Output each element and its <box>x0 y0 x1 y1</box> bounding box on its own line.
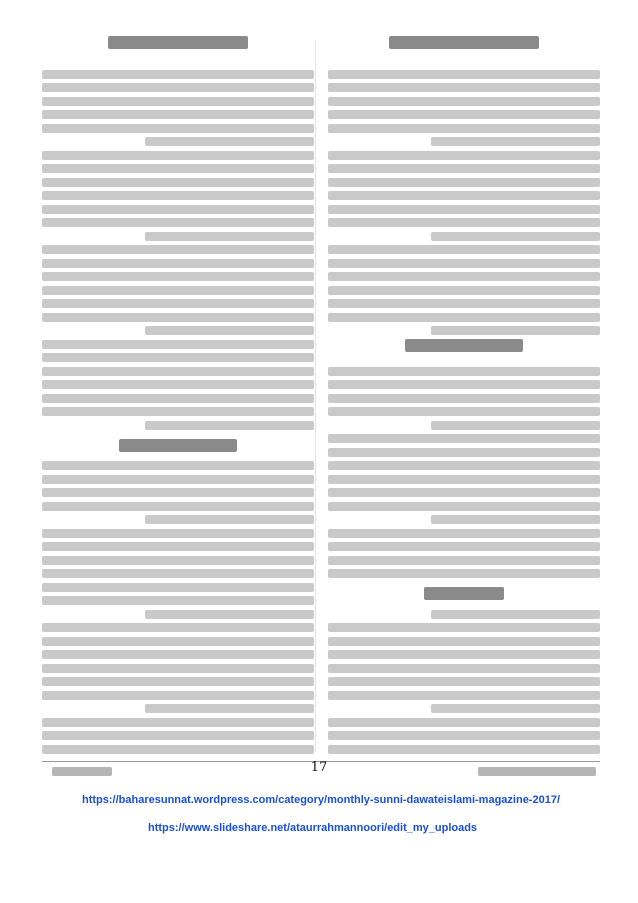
right-column-placeholder-line <box>328 286 600 295</box>
left-column-placeholder-line <box>42 502 314 511</box>
right-column-placeholder-line <box>328 164 600 173</box>
right-column-placeholder-line <box>328 691 600 700</box>
left-column-placeholder-line <box>42 245 314 254</box>
right-column-placeholder-line <box>431 515 600 524</box>
right-column-placeholder-line <box>328 259 600 268</box>
left-column-placeholder-line <box>145 515 314 524</box>
left-column-placeholder-line <box>42 286 314 295</box>
right-column-placeholder-line <box>328 461 600 470</box>
left-column-placeholder-line <box>42 151 314 160</box>
right-column-placeholder-line <box>328 367 600 376</box>
left-column-placeholder-heading <box>119 439 237 452</box>
right-column-placeholder-line <box>328 745 600 754</box>
left-column-placeholder-line <box>42 299 314 308</box>
left-column-placeholder-line <box>145 421 314 430</box>
left-column-placeholder-line <box>42 353 314 362</box>
left-column-placeholder-line <box>42 259 314 268</box>
left-column-placeholder-line <box>42 664 314 673</box>
left-column-placeholder-line <box>42 407 314 416</box>
right-column-placeholder-line <box>328 434 600 443</box>
right-column-placeholder-line <box>431 232 600 241</box>
right-column-placeholder-line <box>328 83 600 92</box>
right-column-placeholder-line <box>431 704 600 713</box>
right-column-placeholder-line <box>328 218 600 227</box>
left-column-placeholder-line <box>42 394 314 403</box>
right-column-placeholder-line <box>431 137 600 146</box>
left-column-placeholder-line <box>42 637 314 646</box>
right-column-placeholder-line <box>328 529 600 538</box>
right-column-placeholder-line <box>431 610 600 619</box>
left-column-placeholder-line <box>42 70 314 79</box>
right-column-placeholder-line <box>328 313 600 322</box>
page-number: 17 <box>310 760 328 775</box>
left-column-placeholder-line <box>42 718 314 727</box>
left-column-placeholder-line <box>42 650 314 659</box>
right-column-placeholder-line <box>328 650 600 659</box>
left-column-placeholder-line <box>42 569 314 578</box>
right-column-placeholder-line <box>328 542 600 551</box>
left-column-placeholder-line <box>42 529 314 538</box>
right-column-placeholder-line <box>328 556 600 565</box>
left-column-placeholder-heading <box>108 36 248 49</box>
right-column-placeholder-heading <box>389 36 539 49</box>
right-column-placeholder-line <box>328 191 600 200</box>
right-column-placeholder-line <box>328 569 600 578</box>
right-column-placeholder-line <box>328 502 600 511</box>
right-column-placeholder-line <box>328 475 600 484</box>
left-column-placeholder-line <box>42 367 314 376</box>
footer-magazine-name-placeholder <box>478 767 596 776</box>
right-column-placeholder-line <box>431 326 600 335</box>
left-column-placeholder-line <box>42 596 314 605</box>
left-text-column <box>42 36 314 754</box>
left-column-placeholder-line <box>42 556 314 565</box>
right-column-placeholder-line <box>328 448 600 457</box>
right-column-placeholder-line <box>328 299 600 308</box>
right-column-placeholder-line <box>328 70 600 79</box>
right-column-placeholder-line <box>328 380 600 389</box>
left-column-placeholder-line <box>42 380 314 389</box>
right-column-placeholder-line <box>328 178 600 187</box>
source-link-slideshare[interactable]: https://www.slideshare.net/ataurrahmannoori/edit_my_uploads <box>148 822 478 834</box>
left-column-placeholder-line <box>42 488 314 497</box>
left-column-placeholder-line <box>42 191 314 200</box>
left-column-placeholder-line <box>145 326 314 335</box>
right-column-placeholder-line <box>328 488 600 497</box>
right-column-placeholder-line <box>328 97 600 106</box>
left-column-placeholder-line <box>42 313 314 322</box>
left-column-placeholder-line <box>42 677 314 686</box>
right-column-placeholder-line <box>328 731 600 740</box>
left-column-placeholder-line <box>42 272 314 281</box>
left-column-placeholder-line <box>42 731 314 740</box>
left-column-placeholder-line <box>42 583 314 592</box>
left-column-placeholder-line <box>42 164 314 173</box>
left-column-placeholder-line <box>145 610 314 619</box>
right-column-placeholder-line <box>328 272 600 281</box>
right-column-placeholder-line <box>328 205 600 214</box>
right-column-placeholder-line <box>328 677 600 686</box>
right-text-column <box>328 36 600 754</box>
left-column-placeholder-line <box>42 542 314 551</box>
right-column-placeholder-line <box>328 407 600 416</box>
right-column-placeholder-heading <box>424 587 504 600</box>
right-column-placeholder-line <box>328 637 600 646</box>
left-column-placeholder-line <box>42 97 314 106</box>
left-column-placeholder-line <box>42 340 314 349</box>
left-column-placeholder-line <box>42 475 314 484</box>
left-column-placeholder-line <box>42 461 314 470</box>
right-column-placeholder-line <box>328 124 600 133</box>
left-column-placeholder-line <box>145 232 314 241</box>
right-column-placeholder-line <box>328 110 600 119</box>
right-column-placeholder-line <box>431 421 600 430</box>
left-column-placeholder-line <box>42 745 314 754</box>
right-column-placeholder-line <box>328 718 600 727</box>
right-column-placeholder-line <box>328 151 600 160</box>
left-column-placeholder-line <box>42 110 314 119</box>
left-column-placeholder-line <box>42 623 314 632</box>
right-column-placeholder-line <box>328 245 600 254</box>
right-column-placeholder-line <box>328 623 600 632</box>
left-column-placeholder-line <box>42 124 314 133</box>
left-column-placeholder-line <box>42 691 314 700</box>
left-column-placeholder-line <box>42 83 314 92</box>
left-column-placeholder-line <box>42 218 314 227</box>
source-link-magazine-archive[interactable]: https://baharesunnat.wordpress.com/category/monthly-sunni-dawateislami-magazine-2017/ <box>82 794 561 806</box>
column-divider <box>315 40 316 752</box>
left-column-placeholder-line <box>145 704 314 713</box>
right-column-placeholder-line <box>328 664 600 673</box>
left-column-placeholder-line <box>42 178 314 187</box>
left-column-placeholder-line <box>42 205 314 214</box>
right-column-placeholder-line <box>328 394 600 403</box>
left-column-placeholder-line <box>145 137 314 146</box>
right-column-placeholder-heading <box>405 339 523 352</box>
